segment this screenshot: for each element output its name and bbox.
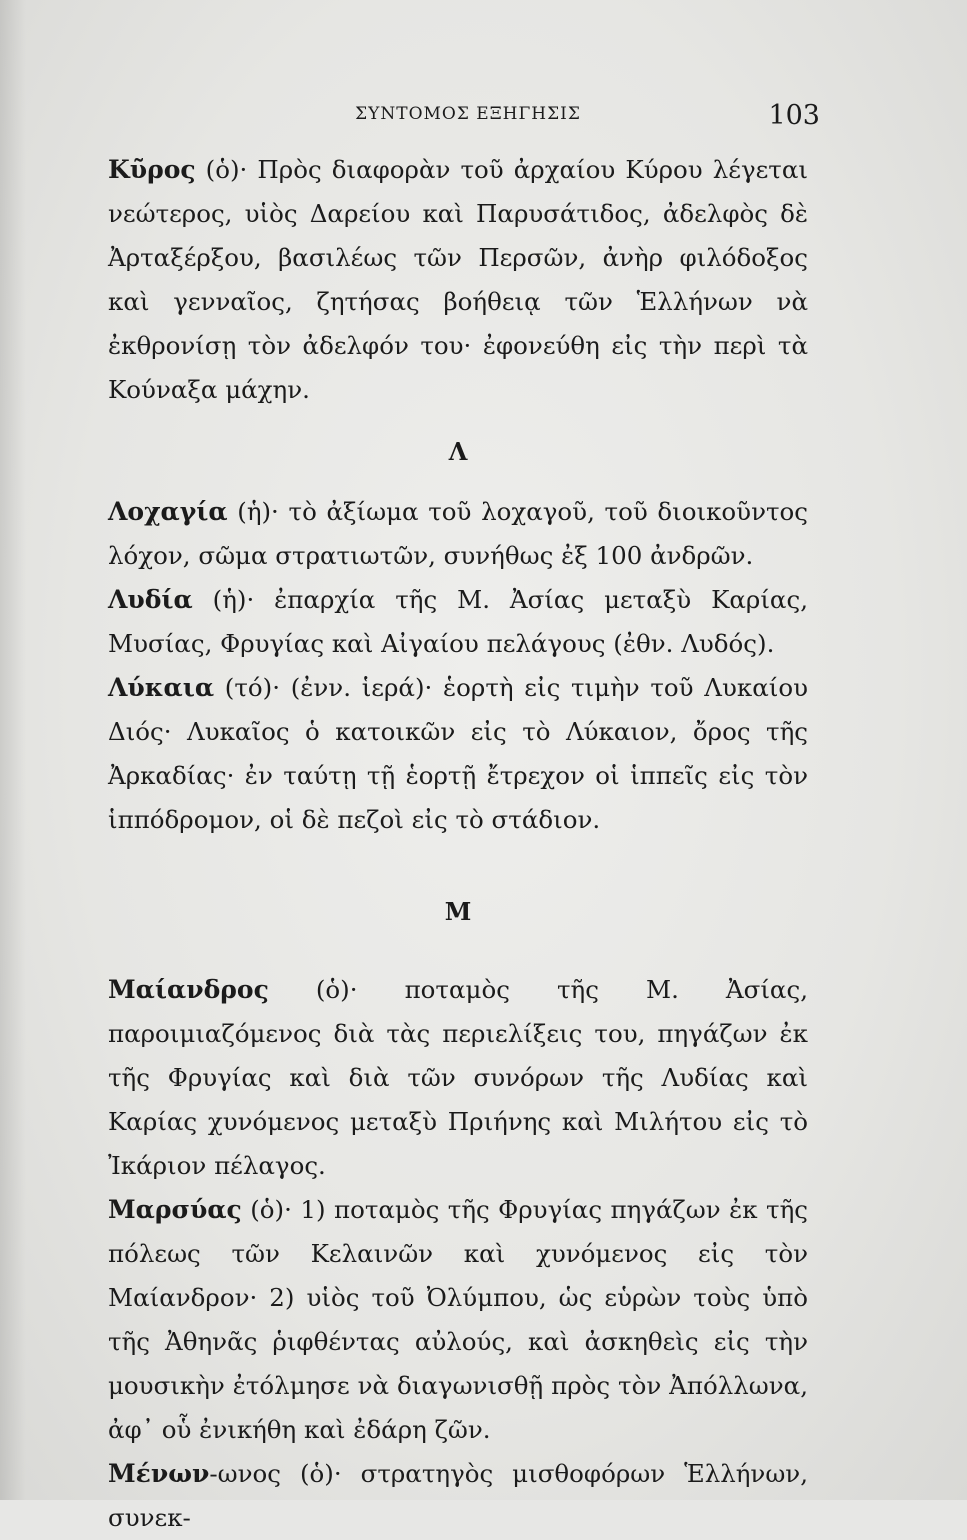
lemma: Λοχαγία — [108, 497, 228, 526]
entry-text: (ἡ)· ἐπαρχία τῆς Μ. Ἀσίας μεταξὺ Καρίας, Μυσίας, Φρυγίας καὶ Αἰγαίου πελάγους (ἐθν. Λυδός). — [108, 585, 808, 658]
entry-lochagia — [108, 490, 808, 578]
entry-marsyas — [108, 1188, 808, 1452]
lemma: Λυδία — [108, 585, 193, 614]
lemma: Μαρσύας — [108, 1195, 242, 1224]
entry-text: (ἡ)· τὸ ἀξίωμα τοῦ λοχαγοῦ, τοῦ διοικοῦντος λόχον, σῶμα στρατιωτῶν, συνήθως ἐξ 100 ἀνδρῶν. — [108, 497, 808, 570]
glossary-content — [108, 148, 808, 1540]
lemma: Λύκαια — [108, 673, 215, 702]
letter-heading-mu: Μ — [444, 897, 472, 926]
page-edge-shadow — [0, 0, 26, 1500]
entry-maiandros — [108, 968, 808, 1188]
entry-lykaia — [108, 666, 808, 842]
running-head — [118, 100, 818, 136]
entry-text: -ωνος (ὁ)· στρατηγὸς μισθοφόρων Ἑλλήνων, συνεκ- — [108, 1459, 808, 1532]
running-title: ΣΥΝΤΟΜΟΣ ΕΞΗΓΗΣΙΣ — [355, 104, 581, 124]
page-number: 103 — [768, 100, 820, 131]
entry-lydia — [108, 578, 808, 666]
entry-kyros — [108, 148, 808, 412]
letter-heading-lambda: Λ — [448, 437, 468, 466]
entry-text: (ὁ)· Πρὸς διαφορὰν τοῦ ἀρχαίου Κύρου λέγεται νεώτερος, υἱὸς Δαρείου καὶ Παρυσάτιδος, ἀδελφὸς δὲ Ἀρταξέρξου, βασιλέως τῶν Περσῶν, ἀνὴρ φιλόδοξος καὶ γενναῖος, ζητήσας βοήθειᾳ τῶν Ἑλλήνων νὰ ἐκθρονίσῃ τὸν ἀδελφόν του· ἐφονεύθη εἰς τὴν περὶ τὰ Κούναξα μάχην. — [108, 155, 808, 404]
lemma: Μένων — [108, 1459, 210, 1488]
entry-text: (ὁ)· ποταμὸς τῆς Μ. Ἀσίας, παροιμιαζόμενος διὰ τὰς περιελίξεις του, πηγάζων ἐκ τῆς Φρυγίας καὶ διὰ τῶν συνόρων τῆς Λυδίας καὶ Καρίας χυνόμενος μεταξὺ Πριήνης καὶ Μιλήτου εἰς τὸ Ἰκάριον πέλαγος. — [108, 975, 808, 1180]
lemma: Κῦρος — [108, 155, 196, 184]
lemma: Μαίανδρος — [108, 975, 269, 1004]
entry-text: (ὁ)· 1) ποταμὸς τῆς Φρυγίας πηγάζων ἐκ τῆς πόλεως τῶν Κελαινῶν καὶ χυνόμενος εἰς τὸν Μαίανδρον· 2) υἱὸς τοῦ Ὀλύμπου, ὡς εὑρὼν τοὺς ὑπὸ τῆς Ἀθηνᾶς ῥιφθέντας αὐλούς, καὶ ἀσκηθεὶς εἰς τὴν μουσικὴν ἐτόλμησε νὰ διαγωνισθῇ πρὸς τὸν Ἀπόλλωνα, ἀφ᾽ οὗ ἐνικήθη καὶ ἐδάρη ζῶν. — [108, 1195, 808, 1444]
entry-text: (τό)· (ἐνν. ἱερά)· ἑορτὴ εἰς τιμὴν τοῦ Λυκαίου Διός· Λυκαῖος ὁ κατοικῶν εἰς τὸ Λύκαιον, ὄρος τῆς Ἀρκαδίας· ἐν ταύτῃ τῇ ἑορτῇ ἔτρεχον οἱ ἱππεῖς εἰς τὸν ἱππόδρομον, οἱ δὲ πεζοὶ εἰς τὸ στάδιον. — [108, 673, 808, 834]
entry-menon — [108, 1452, 808, 1540]
